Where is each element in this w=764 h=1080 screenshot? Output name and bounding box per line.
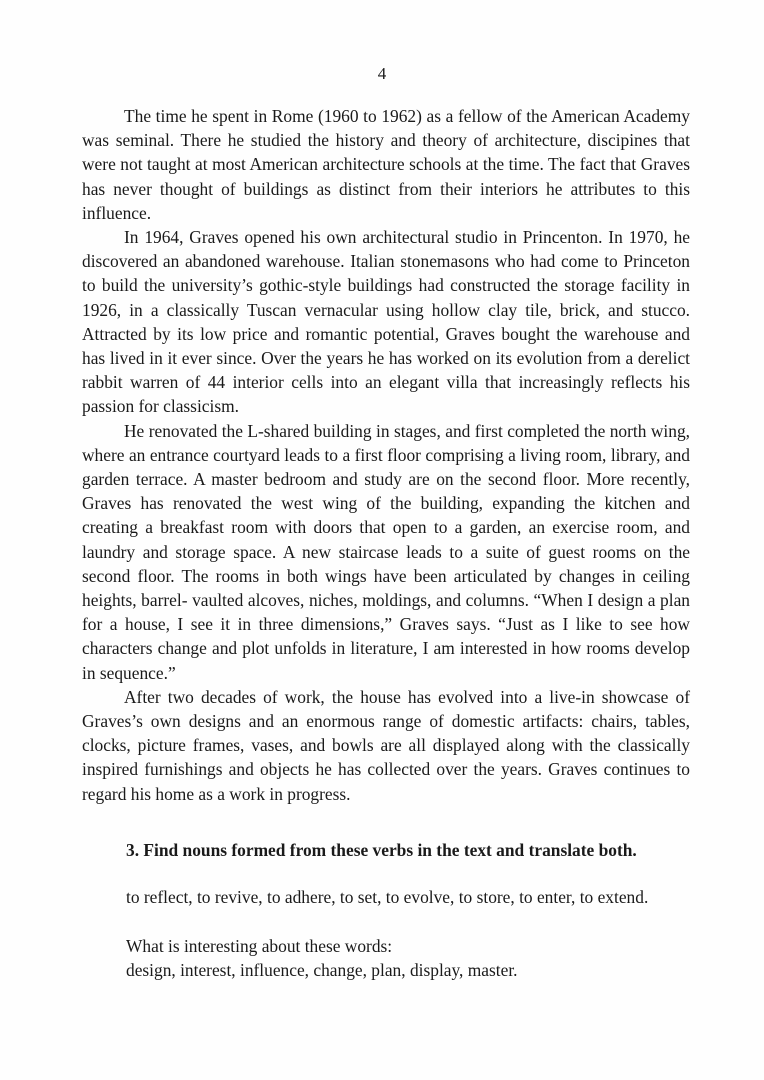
exercise-title: 3. Find nouns formed from these verbs in the text and translate both. — [126, 840, 637, 860]
paragraph-showcase: After two decades of work, the house has evolved into a live-in showcase of Graves’s own designs and an enormous range of domestic artifacts: chairs, tables, clocks, picture frames, vases, and bowls are all displayed along with the classically inspired furnishings and objects he has collected over the years. Graves continues to regard his home as a work in progress. — [82, 686, 690, 804]
paragraph-renovation: He renovated the L-shared building in stages, and first completed the north wing, where an entrance courtyard leads to a first floor comprising a living room, library, and garden terrace. A master bedroom and study are on the second floor. More recently, Graves has renovated the west wing of the building, expanding the kitchen and creating a breakfast room with doors that open to a garden, an exercise room, and laundry and storage space. A new staircase leads to a suite of guest rooms on the second floor. The rooms in both wings have been articulated by changes in ceiling heights, barrel- vaulted alcoves, niches, moldings, and columns. “When I design a plan for a house, I see it in three dimensions,” Graves says. “Just as I like to see how characters change and plot unfolds in literature, I am interested in how rooms develop in sequence.” — [82, 420, 690, 683]
article-body — [82, 104, 690, 806]
exercise-words-list: design, interest, influence, change, plan, display, master. — [126, 960, 518, 980]
paragraph-rome: The time he spent in Rome (1960 to 1962) as a fellow of the American Academy was seminal. There he studied the history and theory of architecture, discipines that were not taught at most American architecture schools at the time. The fact that Graves has never thought of buildings as distinct from their interiors he attributes to this influence. — [82, 106, 690, 223]
exercise-verbs-list: to reflect, to revive, to adhere, to set, to evolve, to store, to enter, to extend. — [126, 887, 649, 907]
paragraph-studio-warehouse: In 1964, Graves opened his own architectural studio in Princenton. In 1970, he discovered an abandoned warehouse. Italian stonemasons who had come to Princeton to build the university’s gothic-style buildings had constructed the storage facility in 1926, in a classically Tuscan vernacular using hollow clay tile, brick, and stucco. Attracted by its low price and romantic potential, Graves bought the warehouse and has lived in it ever since. Over the years he has worked on its evolution from a derelict rabbit warren of 44 interior cells into an elegant villa that increasingly reflects his passion for classicism. — [82, 227, 690, 417]
exercise-question: What is interesting about these words: — [126, 936, 393, 956]
page-number: 4 — [377, 64, 387, 83]
